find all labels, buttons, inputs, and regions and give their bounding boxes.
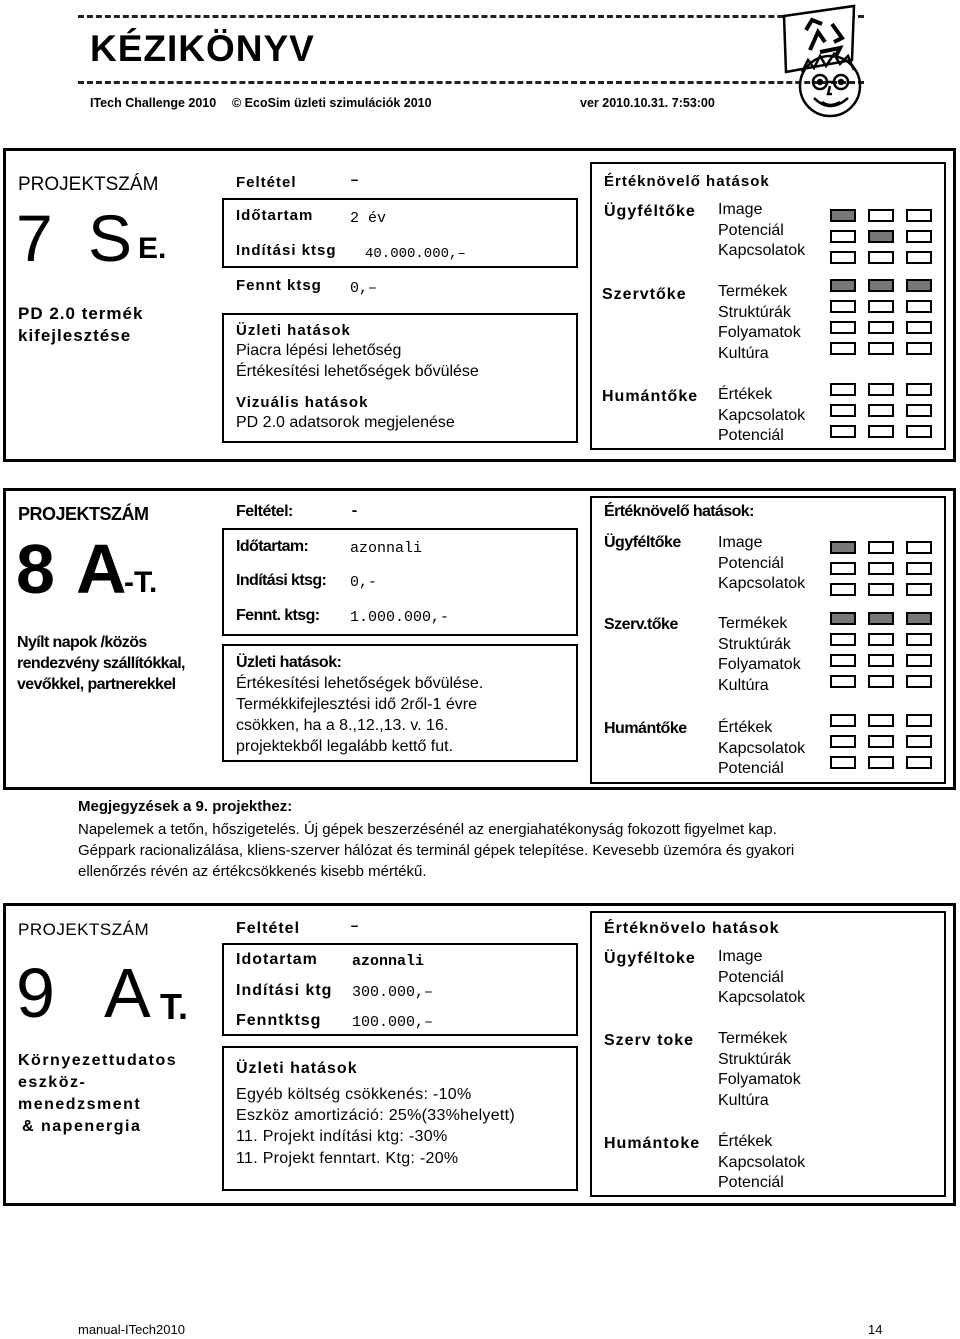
- card8-fennt-label: Fennt. ktsg:: [236, 607, 320, 624]
- sub-kapcsolatok: Kapcsolatok: [718, 1153, 806, 1171]
- card9-szerv-label: Szerv toke: [604, 1032, 695, 1049]
- indicator-square: [868, 541, 894, 554]
- indicator-square: [868, 654, 894, 667]
- card8-inditasi-value: 0,-: [350, 574, 378, 591]
- card7-feltetel-label: Feltétel: [236, 174, 297, 191]
- card7-szerv-subs: [718, 282, 801, 364]
- card8-idotartam-label: Időtartam:: [236, 538, 309, 555]
- indicator-square: [868, 583, 894, 596]
- indicator-square: [906, 675, 932, 688]
- card9-feltetel-label: Feltétel: [236, 920, 301, 937]
- card7-name-line1: PD 2.0 termék: [18, 304, 144, 323]
- sub-folyamatok: Folyamatok: [718, 324, 801, 341]
- indicator-square: [868, 230, 894, 243]
- sub-termekek: Termékek: [718, 615, 788, 632]
- indicator-square: [830, 633, 856, 646]
- card7-feltetel-value: –: [350, 172, 360, 189]
- indicator-square: [906, 383, 932, 396]
- card9-projektszam: PROJEKTSZÁM: [18, 920, 150, 939]
- indicator-square: [868, 251, 894, 264]
- sub-potencial: Potenciál: [718, 968, 784, 986]
- card7-effect-2: Értékesítési lehetőségek bővülése: [236, 363, 479, 380]
- indicator-square: [830, 714, 856, 727]
- card8-ugyfel-label: Ügyféltőke: [604, 534, 681, 551]
- card9-inditasi-value: 300.000,–: [352, 984, 434, 1001]
- card8-inditasi-label: Indítási ktsg:: [236, 572, 327, 589]
- card9-number: 9: [16, 954, 55, 1032]
- page-number: 14: [868, 1322, 883, 1337]
- card8-project-name: [17, 632, 185, 695]
- indicator-square: [868, 756, 894, 769]
- sub-potencial: Potenciál: [718, 760, 784, 777]
- header-rule-top: [78, 15, 864, 18]
- indicator-square: [830, 251, 856, 264]
- card8-name-line2: rendezvény szállítókkal,: [17, 655, 185, 672]
- card8-code-big: A: [76, 530, 127, 608]
- sub-folyamatok: Folyamatok: [718, 656, 801, 673]
- card9-idotartam-value: azonnali: [352, 953, 425, 970]
- card7-ugyfel-label: Ügyféltőke: [604, 203, 696, 220]
- sub-ertekek: Értékek: [718, 1133, 773, 1150]
- sub-strukturak: Struktúrák: [718, 1050, 791, 1068]
- sub-termekek: Termékek: [718, 1030, 788, 1047]
- sub-strukturak: Struktúrák: [718, 635, 791, 653]
- note-line-1: Napelemek a tetőn, hőszigetelés. Új gépek beszerzésénél az energiahatékonyság fokozott figyelmet kap.: [78, 821, 777, 838]
- sub-kapcsolatok: Kapcsolatok: [718, 575, 806, 592]
- card8-uzleti-label: Üzleti hatások:: [236, 654, 342, 671]
- indicator-square: [830, 756, 856, 769]
- header-meta-version: ver 2010.10.31. 7:53:00: [580, 96, 715, 110]
- indicator-square: [830, 612, 856, 625]
- indicator-square: [830, 230, 856, 243]
- card7-effect-1: Piacra lépési lehetőség: [236, 342, 402, 359]
- indicator-square: [868, 383, 894, 396]
- card9-name-line1: Környezettudatos: [18, 1052, 178, 1069]
- card9-name-line4: & napenergia: [22, 1118, 142, 1135]
- sub-kultura: Kultúra: [718, 344, 769, 362]
- card7-visual-text: PD 2.0 adatsorok megjelenése: [236, 414, 455, 431]
- card7-human-label: Humántőke: [602, 388, 699, 405]
- indicator-square: [868, 675, 894, 688]
- card9-code-small: T.: [160, 986, 189, 1027]
- sub-kapcsolatok: Kapcsolatok: [718, 242, 806, 259]
- card9-ugyfel-subs: [718, 947, 805, 1009]
- card8-fennt-value: 1.000.000,-: [350, 609, 450, 626]
- indicator-square: [830, 583, 856, 596]
- card7-fennt-value: 0,–: [350, 280, 378, 297]
- header-rule-bottom: [78, 81, 864, 84]
- indicator-square: [830, 383, 856, 396]
- indicator-square: [906, 209, 932, 222]
- indicator-square: [830, 321, 856, 334]
- card9-fennt-label: Fenntktsg: [236, 1012, 322, 1029]
- indicator-square: [868, 612, 894, 625]
- indicator-square: [868, 735, 894, 748]
- indicator-square: [906, 735, 932, 748]
- sub-termekek: Termékek: [718, 283, 788, 300]
- card8-feltetel-value: -: [350, 503, 360, 520]
- card9-fennt-value: 100.000,–: [352, 1014, 434, 1031]
- card7-ertek-title: Értéknövelő hatások: [604, 173, 770, 190]
- card8-code-small: -T.: [124, 566, 158, 599]
- indicator-square: [830, 279, 856, 292]
- indicator-square: [906, 562, 932, 575]
- card9-uzleti-label: Üzleti hatások: [236, 1060, 358, 1077]
- card8-human-subs: [718, 718, 805, 780]
- card8-effect-2: Termékkifejlesztési idő 2ről-1 évre: [236, 696, 477, 713]
- card9-effect-3: 11. Projekt indítási ktg: -30%: [236, 1128, 448, 1145]
- card9-feltetel-value: –: [350, 918, 360, 935]
- indicator-square: [906, 654, 932, 667]
- card8-effect-4: projektekből legalább kettő fut.: [236, 738, 454, 755]
- card8-idotartam-value: azonnali: [350, 540, 423, 557]
- sub-image: Image: [718, 201, 763, 218]
- header-meta-copyright: © EcoSim üzleti szimulációk 2010: [232, 96, 432, 110]
- indicator-square: [868, 279, 894, 292]
- sub-potencial: Potenciál: [718, 554, 784, 572]
- card9-effect-2: Eszköz amortizáció: 25%(33%helyett): [236, 1107, 516, 1124]
- card9-human-label: Humántoke: [604, 1135, 701, 1152]
- card9-szerv-subs: [718, 1029, 801, 1111]
- footer-doc-name: manual-ITech2010: [78, 1322, 185, 1337]
- indicator-square: [830, 300, 856, 313]
- card9-effect-1: Egyéb költség csökkenés: -10%: [236, 1086, 472, 1103]
- indicator-square: [830, 209, 856, 222]
- card8-projektszam: PROJEKTSZÁM: [18, 504, 149, 524]
- indicator-square: [830, 404, 856, 417]
- indicator-square: [868, 342, 894, 355]
- indicator-square: [906, 321, 932, 334]
- card8-human-label: Humántőke: [604, 720, 687, 737]
- card9-name-line2: eszköz-: [18, 1074, 87, 1091]
- card9-code-big: A: [104, 954, 151, 1032]
- card9-project-name: [18, 1050, 177, 1138]
- indicator-square: [868, 562, 894, 575]
- indicator-square: [868, 633, 894, 646]
- card7-name-line2: kifejlesztése: [18, 326, 132, 345]
- sub-kapcsolatok: Kapcsolatok: [718, 739, 806, 757]
- card9-idotartam-label: Idotartam: [236, 951, 318, 968]
- indicator-square: [906, 425, 932, 438]
- indicator-square: [868, 300, 894, 313]
- card8-ugyfel-subs: [718, 533, 805, 595]
- indicator-square: [906, 541, 932, 554]
- card9-ugyfel-label: Ügyféltoke: [604, 950, 696, 967]
- sub-image: Image: [718, 534, 763, 551]
- page-title: KÉZIKÖNYV: [90, 28, 315, 69]
- sub-strukturak: Struktúrák: [718, 303, 791, 321]
- card7-vizualis-label: Vizuális hatások: [236, 394, 369, 411]
- card7-code-small: E.: [138, 232, 167, 265]
- indicator-square: [830, 735, 856, 748]
- card8-effect-1: Értékesítési lehetőségek bővülése.: [236, 675, 484, 692]
- indicator-square: [830, 675, 856, 688]
- sub-kapcsolatok: Kapcsolatok: [718, 406, 806, 424]
- indicator-square: [906, 612, 932, 625]
- indicator-square: [906, 230, 932, 243]
- card7-idotartam-value: 2 év: [350, 210, 387, 227]
- sub-folyamatok: Folyamatok: [718, 1071, 801, 1088]
- card8-ertek-title: Értéknövelő hatások:: [604, 503, 754, 520]
- card8-number: 8: [16, 530, 55, 608]
- card7-human-subs: [718, 385, 805, 447]
- sub-potencial: Potenciál: [718, 427, 784, 444]
- card7-inditasi-value: 40.000.000,–: [365, 246, 466, 262]
- card9-effect-4: 11. Projekt fenntart. Ktg: -20%: [236, 1150, 459, 1167]
- card8-feltetel-label: Feltétel:: [236, 503, 293, 520]
- indicator-square: [906, 633, 932, 646]
- indicator-square: [906, 404, 932, 417]
- note-line-2: Géppark racionalizálása, kliens-szerver hálózat és terminál gépek telepítése. Kevesebb üzemóra és gyakori: [78, 842, 795, 859]
- indicator-square: [868, 425, 894, 438]
- sub-kultura: Kultúra: [718, 676, 769, 694]
- sub-kapcsolatok: Kapcsolatok: [718, 989, 806, 1006]
- sub-ertekek: Értékek: [718, 386, 773, 403]
- card8-name-line1: Nyílt napok /közös: [17, 634, 147, 651]
- card7-projektszam: PROJEKTSZÁM: [18, 174, 159, 195]
- card7-szerv-label: Szervtőke: [602, 286, 687, 303]
- card8-name-line3: vevőkkel, partnerekkel: [17, 676, 176, 693]
- sub-potencial: Potenciál: [718, 221, 784, 239]
- card7-uzleti-label: Üzleti hatások: [236, 322, 351, 339]
- indicator-square: [868, 714, 894, 727]
- indicator-square: [906, 342, 932, 355]
- indicator-square: [906, 251, 932, 264]
- indicator-square: [830, 342, 856, 355]
- indicator-square: [906, 583, 932, 596]
- card9-inditasi-label: Indítási ktg: [236, 982, 333, 999]
- card7-code-big: S: [88, 201, 133, 275]
- card9-name-line3: menedzsment: [18, 1096, 142, 1113]
- card7-fennt-label: Fennt ktsg: [236, 277, 322, 294]
- note-line-3: ellenőrzés révén az értékcsökkenés kisebb mértékű.: [78, 863, 427, 880]
- recycle-logo-icon: [762, 2, 957, 120]
- card8-szerv-subs: [718, 614, 801, 696]
- sub-kultura: Kultúra: [718, 1091, 769, 1109]
- sub-image: Image: [718, 948, 763, 965]
- indicator-square: [906, 279, 932, 292]
- sub-ertekek: Értékek: [718, 719, 773, 736]
- sub-potencial: Potenciál: [718, 1174, 784, 1191]
- card9-human-subs: [718, 1132, 805, 1194]
- card9-ertek-title: Értéknövelo hatások: [604, 920, 780, 937]
- indicator-square: [830, 541, 856, 554]
- indicator-square: [830, 562, 856, 575]
- indicator-square: [868, 321, 894, 334]
- card7-idotartam-label: Időtartam: [236, 207, 314, 224]
- card7-project-name: [18, 303, 143, 347]
- card7-ugyfel-subs: [718, 200, 805, 262]
- card7-inditasi-label: Indítási ktsg: [236, 242, 337, 259]
- indicator-square: [906, 756, 932, 769]
- indicator-square: [906, 300, 932, 313]
- card8-szerv-label: Szerv.tőke: [604, 616, 678, 633]
- card7-number: 7: [16, 201, 53, 275]
- card8-effect-3: csökken, ha a 8.,12.,13. v. 16.: [236, 717, 449, 734]
- header-meta-left: ITech Challenge 2010: [90, 96, 217, 110]
- indicator-square: [830, 425, 856, 438]
- indicator-square: [868, 404, 894, 417]
- note-title: Megjegyzések a 9. projekthez:: [78, 798, 293, 815]
- indicator-square: [906, 714, 932, 727]
- indicator-square: [830, 654, 856, 667]
- indicator-square: [868, 209, 894, 222]
